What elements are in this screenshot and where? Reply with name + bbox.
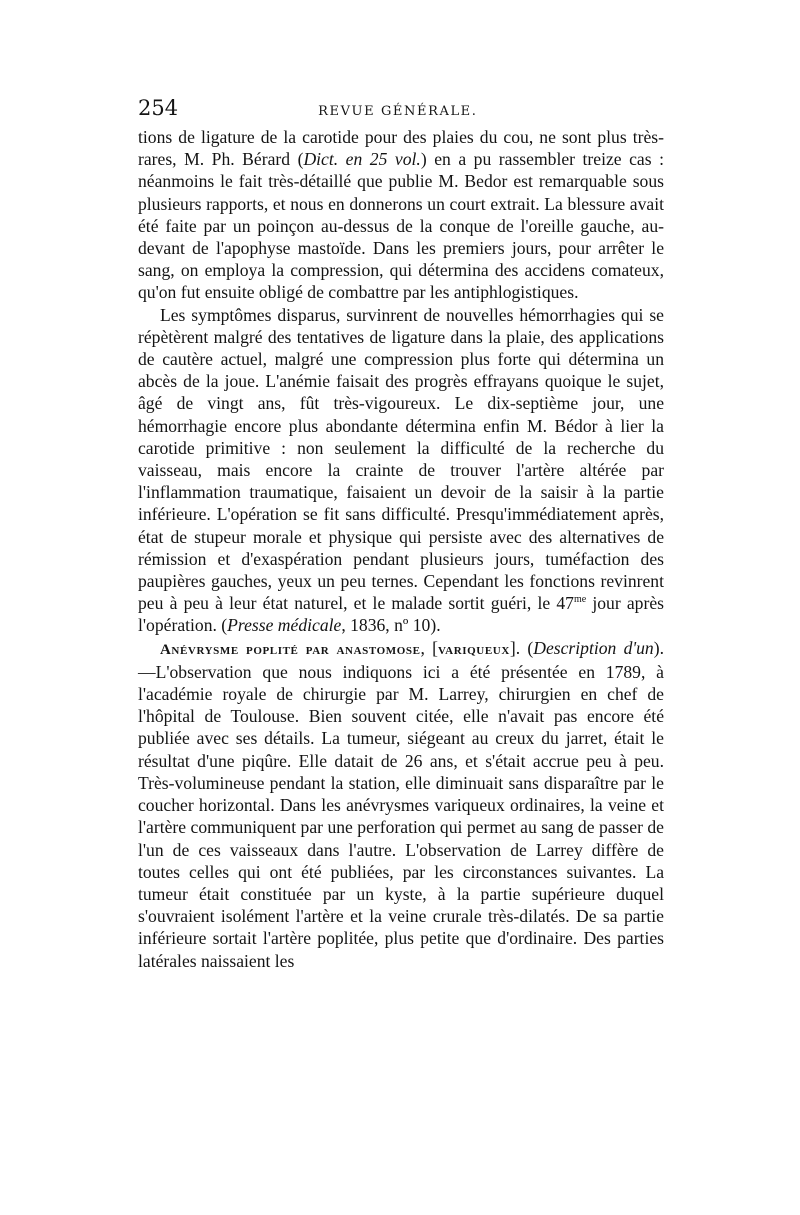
book-page (138, 96, 664, 972)
body-text (138, 126, 664, 972)
heading-variant: variqueux (438, 641, 510, 658)
paragraph-symptoms: Les symptômes disparus, survinrent de nouvelles hémorrhagies qui se répètèrent malgré des tentatives de ligature dans la plaie, des applications de cautère actuel, malgré une compression plus forte qui détermina un abcès de la joue. L'anémie faisait des progrès effrayans quoique le sujet, âgé de vingt ans, fût très-vigoureux. Le dix-septième jour, une hémorrhagie encore plus abondante détermina enfin M. Bédor à lier la carotide primitive : non seulement la difficulté de la recherche du vaisseau, mais encore la crainte de trouver l'artère altérée par l'inflammation traumatique, faisaient un devoir de la saisir à la partie inférieure. L'opération se fit sans difficulté. Presqu'immédiatement après, état de stupeur morale et physique qui persiste avec des alternatives de rémission et d'exaspération pendant plusieurs jours, tuméfaction des paupières gauches, yeux un peu ternes. Cependant les fonctions revinrent peu à peu à leur état naturel, et le malade sortit guéri, le $47^{me}$ jour après l'opération. (Presse médicale, 1836, nº 10). (138, 304, 664, 636)
paragraph-ligature-continuation: tions de ligature de la carotide pour des plaies du cou, ne sont plus très-rares, M. Ph. Bérard (Dict. en 25 vol.) en a pu rassembler treize cas : néanmoins le fait très-détaillé que publie M. Bedor est remarquable sous plusieurs rapports, et nous en donnerons un court extrait. La blessure avait été faite par un poinçon au-dessus de la conque de l'oreille gauche, au-devant de l'apophyse mastoïde. Dans les premiers jours, pour arrêter le sang, on employa la compression, qui détermina des accidens comateux, qu'on fut ensuite obligé de combattre par les antiphlogistiques. (138, 127, 664, 303)
citation-presse-medicale: Presse médicale (227, 615, 342, 636)
paragraph-aneurysm: Anévrysme poplité par anastomose, [variqueux]. (Description d'un).—L'observation que nous indiquons ici a été présentée en 1789, à l'académie royale de chirurgie par M. Larrey, chirurgien en chef de l'hôpital de Toulouse. Bien souvent citée, elle n'avait pas encore été publiée avec ses détails. La tumeur, siégeant au creux du jarret, était le résultat d'une piqûre. Elle datait de 26 ans, et s'était accrue peu à peu. Très-volumineuse pendant la station, elle diminuait sans disparaître par le coucher horizontal. Dans les anévrysmes variqueux ordinaires, la veine et l'artère communiquent par une perforation qui permet au sang de passer de l'un de ces vaisseaux dans l'autre. L'observation de Larrey diffère de toutes celles qui ont été publiées, par les circonstances suivantes. La tumeur était constituée par un kyste, à la partie supérieure duquel s'ouvraient isolément l'artère et la veine crurale très-dilatés. De sa partie inférieure sortait l'artère poplitée, plus petite que d'ordinaire. Des parties latérales naissaient les (138, 637, 664, 971)
page-number: 254 (138, 96, 179, 120)
page-header (138, 96, 664, 126)
citation-description: Description d'un (533, 637, 654, 658)
citation-dict: Dict. en 25 vol. (303, 149, 421, 170)
running-title: REVUE GÉNÉRALE. (318, 104, 478, 119)
ordinal-superscript: me (573, 594, 587, 606)
section-heading: Anévrysme poplité par anastomose (160, 641, 421, 658)
